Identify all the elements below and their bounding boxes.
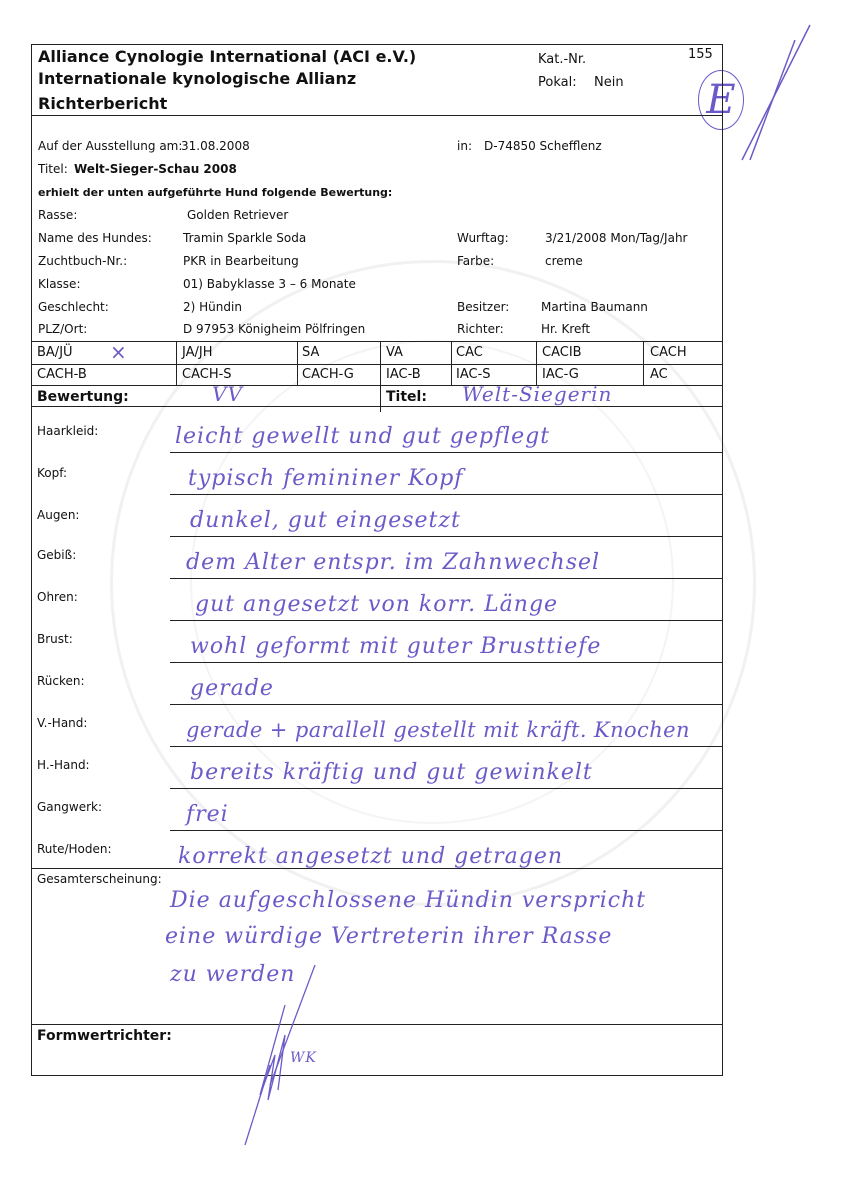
zucht-label: Zuchtbuch-Nr.: [38,254,128,268]
criterion-value: bereits kräftig und gut gewinkelt [190,760,593,785]
criterion-value: korrekt angesetzt und getragen [178,844,564,869]
gesamt-line2: eine würdige Vertreterin ihrer Rasse [165,924,613,949]
farbe-value: creme [545,254,583,268]
gesamt-label: Gesamterscheinung: [37,872,162,886]
award-ja-jh: JA/JH [182,345,213,360]
title-value: Welt-Sieger-Schau 2008 [74,162,237,176]
plz-value: D 97953 Königheim Pölfringen [183,322,366,336]
criterion-label: Gebiß: [37,548,77,562]
criterion-value: typisch femininer Kopf [188,466,464,491]
date-value: 31.08.2008 [181,139,250,153]
geschlecht-value: 2) Hündin [183,300,242,314]
criterion-value: wohl geformt mit guter Brusttiefe [190,634,602,659]
award-iac-s: IAC-S [456,367,491,382]
titel-value: Welt-Siegerin [462,382,613,406]
award-mark: × [110,340,127,364]
criterion-label: H.-Hand: [37,758,90,772]
award-cacib: CACIB [542,345,582,360]
award-ac: AC [650,367,668,382]
signature [230,965,340,1155]
award-iac-b: IAC-B [386,367,421,382]
award-cach: CACH [650,345,687,360]
bewertung-value: VV [212,382,243,406]
criterion-value: leicht gewellt und gut gepflegt [175,424,551,449]
rasse-label: Rasse: [38,208,78,222]
criterion-value: dunkel, gut eingesetzt [190,508,461,533]
award-cach-s: CACH-S [182,367,232,382]
besitzer-value: Martina Baumann [541,300,648,314]
criterion-value: gerade + parallell gestellt mit kräft. Knochen [186,718,690,742]
corner-mark: E [698,70,744,130]
formwert-label: Formwertrichter: [37,1028,172,1044]
org-line2: Internationale kynologische Allianz [38,69,357,88]
award-cach-b: CACH-B [37,367,87,382]
report-title: Richterbericht [38,94,168,113]
title-label: Titel: [38,162,68,176]
criterion-label: Rute/Hoden: [37,842,112,856]
award-cac: CAC [456,345,483,360]
criterion-label: Gangwerk: [37,800,102,814]
org-line1: Alliance Cynologie International (ACI e.V.) [38,47,417,66]
criterion-label: Ohren: [37,590,78,604]
name-value: Tramin Sparkle Soda [183,231,307,245]
award-ba-ju: BA/JÜ [37,345,73,360]
signature-initials: WK [290,1050,317,1066]
gesamt-line1: Die aufgeschlossene Hündin verspricht [170,888,647,913]
criterion-label: Augen: [37,508,80,522]
criterion-label: Kopf: [37,466,68,480]
in-value: D-74850 Schefflenz [484,139,602,153]
titel-label: Titel: [386,389,427,405]
rasse-value: Golden Retriever [187,208,289,222]
plz-label: PLZ/Ort: [38,322,88,336]
wurftag-label: Wurftag: [457,231,509,245]
intro-text: erhielt der unten aufgeführte Hund folgende Bewertung: [38,186,393,199]
richter-value: Hr. Kreft [541,322,591,336]
criterion-value: gut angesetzt von korr. Länge [195,592,559,617]
criterion-value: frei [186,802,229,827]
farbe-label: Farbe: [457,254,495,268]
gesamt-line3: zu werden [170,962,296,987]
klasse-label: Klasse: [38,277,81,291]
wurftag-value: 3/21/2008 Mon/Tag/Jahr [545,231,688,245]
kat-value: 155 [688,47,713,62]
kat-label: Kat.-Nr. [538,52,587,67]
pokal-label: Pokal: [538,75,577,90]
award-va: VA [386,345,403,360]
date-label: Auf der Ausstellung am: [38,139,183,153]
corner-pen-strokes [730,20,820,170]
criterion-label: Rücken: [37,674,85,688]
bewertung-label: Bewertung: [37,389,129,405]
award-iac-g: IAC-G [542,367,579,382]
richter-label: Richter: [457,322,504,336]
besitzer-label: Besitzer: [457,300,510,314]
criterion-label: Haarkleid: [37,424,99,438]
award-sa: SA [302,345,320,360]
award-cach-g: CACH-G [302,367,354,382]
criterion-label: Brust: [37,632,73,646]
klasse-value: 01) Babyklasse 3 – 6 Monate [183,277,356,291]
pokal-value: Nein [594,75,624,90]
criterion-value: gerade [190,676,274,701]
criterion-value: dem Alter entspr. im Zahnwechsel [186,550,601,575]
geschlecht-label: Geschlecht: [38,300,109,314]
criterion-label: V.-Hand: [37,716,88,730]
zucht-value: PKR in Bearbeitung [183,254,299,268]
in-label: in: [457,139,472,153]
name-label: Name des Hundes: [38,231,152,245]
